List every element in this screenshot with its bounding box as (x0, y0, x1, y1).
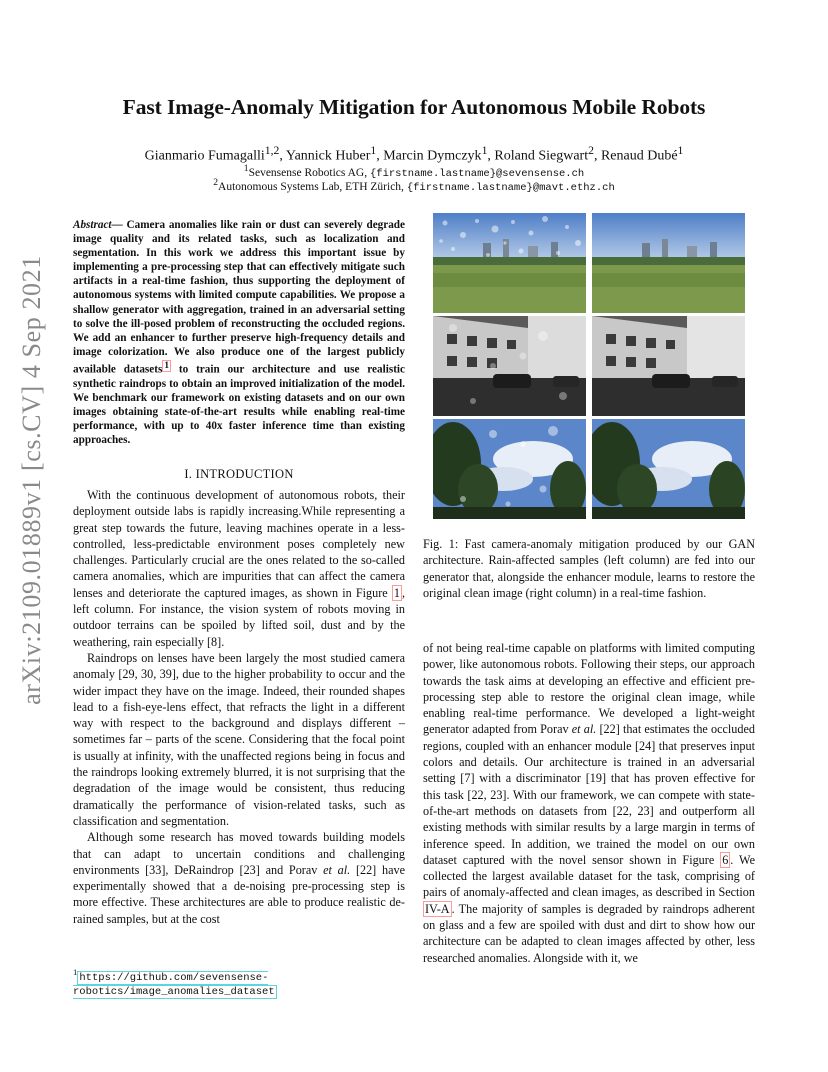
paragraph (73, 829, 405, 927)
affiliation-2 (0, 177, 828, 194)
clean-street-image (592, 316, 745, 416)
author: Marcin Dymczyk (383, 148, 482, 164)
affil-text: Autonomous Systems Lab, ETH Zürich, (218, 180, 407, 193)
rainy-trees-image (433, 419, 586, 519)
text: [22] that estimates the occluded regions, coupled with an enhancer module [24] that preserves input colors and details. Our architecture is trained in an adversarial setting [7] with a discriminator [19] that has proven effective for this task [22, 23]. With our framework, we can compete with state-of-the-art methods on datasets from [22, 23] and outperform all existing methods with similar results by a large margin in terms of inference speed. In addition, we trained the model on our own dataset captured with the novel sensor shown in Figure (423, 722, 755, 867)
right-column-body (423, 640, 755, 966)
abstract-label: Abstract (73, 219, 112, 231)
figure-1 (433, 213, 745, 520)
affil-email: {firstname.lastname}@mavt.ethz.ch (406, 181, 615, 194)
affil-text: Sevensense Robotics AG, (248, 166, 370, 179)
clean-field-image (592, 213, 745, 313)
figure-ref-link[interactable]: 6 (722, 852, 729, 867)
text: . We collected the largest available dataset for the task, comprising of pairs of anomaly-affected and clean images, as described in Section (423, 852, 755, 900)
introduction-body (73, 487, 405, 927)
dataset-url-link[interactable]: https://github.com/sevensense-robotics/image_anomalies_dataset (73, 971, 275, 998)
author-affil-mark: 1 (370, 144, 377, 157)
abstract (73, 218, 405, 447)
section-ref-link[interactable]: IV-A (425, 901, 450, 916)
paragraph: Raindrops on lenses have been largely the most studied camera anomaly [29, 30, 39], due to the higher probability to occur and the wider impact they have on the image. Indeed, their rounded shapes lead to a fish-eye-lens effect, that refracts the light in a different way with respect to the background and displays different – sometimes far – parts of the scene. Considering that the focal point is usually at infinity, with the unaffected regions being in focus and the raindrops looking extremely blurred, it is not surprising that the degradation of the image would be consistent, thus reducing dramatically the performance of vision-related tasks, such as classification and segmentation. (73, 650, 405, 828)
text: , left column. For instance, the vision system of robots moving in outdoor terrains can be spoiled by lifted soil, dust and by the weathering, rain especially [8]. (73, 585, 405, 649)
text: With the continuous development of autonomous robots, their deployment outside labs is rapidly increasing.While representing a great step towards the future, leaving machines operate in a less-controlled, less-predictable environment poses completely new challenges. Particularly crucial are the ones related to the so-called camera anomalies, which are impurities that can affect the camera lenses and deteriorate the captured images, as shown in Figure (73, 488, 405, 600)
author: Gianmario Fumagalli (144, 148, 265, 164)
text: Although some research has moved towards building models that can adapt to uncertain conditions and challenging environments [33], DeRaindrop [23] and Porav (73, 830, 405, 877)
author-affil-mark: 1 (481, 144, 488, 157)
author-affil-mark: 1 (677, 144, 684, 157)
clean-trees-image (592, 419, 745, 519)
rainy-field-image (433, 213, 586, 313)
paper-title: Fast Image-Anomaly Mitigation for Autonomous Mobile Robots (122, 95, 706, 119)
affil-mark: 2 (213, 177, 219, 188)
footnote (73, 966, 405, 999)
author: Renaud Dubé (600, 148, 678, 164)
text: of not being real-time capable on platforms with limited computing power, like autonomous robots. Following their steps, our approach towards the task aims at developing an effective and efficient pre-processing step able to restore the original clean image, while enabling real-time performance. We developed a light-weight generator adapted from Porav (423, 641, 755, 737)
author: Roland Siegwart (494, 148, 589, 164)
rainy-street-image (433, 316, 586, 416)
footnote-link[interactable]: 1 (164, 360, 169, 371)
abstract-text: — Camera anomalies like rain or dust can severely degrade image quality and its related tasks, such as localization and segmentation. In this work we address this important issue by implementing a pre-processing step that can effectively mitigate such artifacts in a real-time fashion, thus supporting the deployment of autonomous systems with limited compute capabilities. We propose a shallow generator with aggregation, trained in an adversarial setting to solve the ill-posed problem of reconstructing the occluded regions. We add an enhancer to further preserve high-frequency details and image colorization. We also produce one of the largest publicly available datasets (73, 219, 405, 376)
section-heading: I. INTRODUCTION (184, 467, 294, 481)
author-list: Gianmario Fumagalli$^{1,2}$, Yannick Huber$^1$, Marcin Dymczyk$^1$, Roland Siegwart$^2$, Renaud Dubé$^1$ (144, 144, 684, 164)
author-affil-mark: 1,2 (264, 144, 280, 157)
paragraph (73, 487, 405, 650)
abstract-text-cont: to train our architecture and use realistic synthetic raindrops to obtain an improved initialization of the model. We benchmark our framework on existing datasets and on our own images obtaining state-of-the-art results while enabling real-time performance, with up to 40x faster inference time than existing approaches. (73, 363, 405, 447)
author-affil-mark: 2 (588, 144, 594, 157)
affil-mark: 1 (243, 163, 249, 174)
footnote-mark: 1 (73, 967, 78, 977)
author: Yannick Huber (285, 148, 371, 164)
arxiv-stamp: arXiv:2109.01889v1 [cs.CV] 4 Sep 2021 (17, 255, 46, 705)
text: . The majority of samples is degraded by raindrops adherent on glass and a few are spoiled with dust and dirt to show how our architecture can be adapted to clean images affected by other, less researched anomalies. Alongside with it, we (423, 901, 755, 965)
text-italic: et al. (571, 722, 597, 737)
text-italic: et al. (323, 862, 351, 877)
text: [22] have experimentally showed that a de-noising pre-processing step is more effective. These architectures are able to produce realistic de-rained samples, but at the cost (73, 862, 405, 926)
figure-caption: Fig. 1: Fast camera-anomaly mitigation produced by our GAN architecture. Rain-affected samples (left column) are fed into our generator that, alongside the enhancer module, learns to restore the original clean image (right column) in a real-time fashion. (423, 537, 755, 600)
affil-email: {firstname.lastname}@sevensense.ch (369, 167, 585, 180)
figure-ref-link[interactable]: 1 (393, 585, 400, 600)
